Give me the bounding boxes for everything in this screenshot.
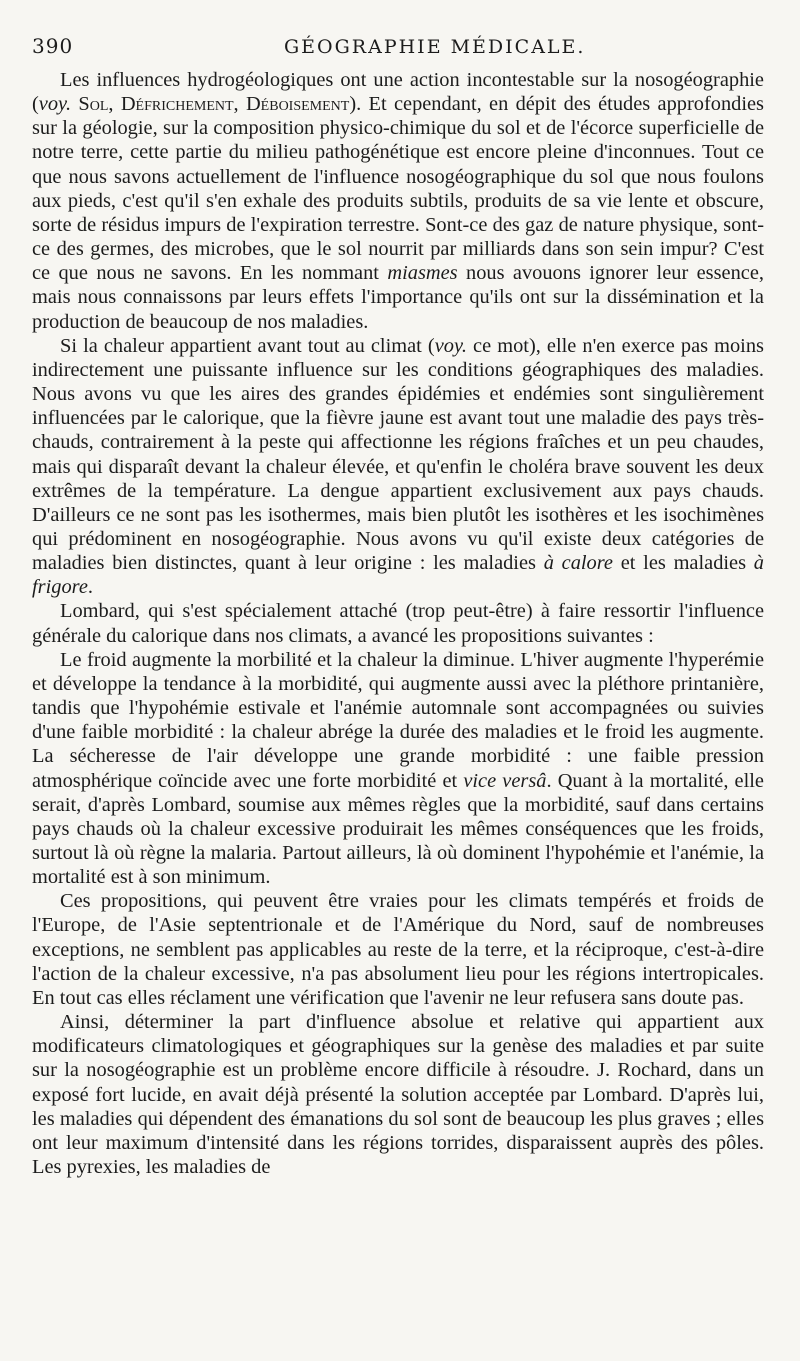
body-text	[32, 68, 764, 1179]
text-run: Lombard, qui s'est spécialement attaché (trop peut-être) à faire ressortir l'influence générale du calorique dans nos climats, a avancé les propositions suivantes :	[32, 600, 764, 647]
cross-reference: Défrichement	[120, 93, 234, 116]
paragraph	[32, 599, 764, 647]
text-run: Le froid augmente la morbilité et la chaleur la diminue. L'hiver augmente l'hyperémie et développe la tendance à la morbidité, qui augmente aussi avec la pléthore printanière, tandis que l'hypohémie estivale et l'anémie automnale sont accompagnées ou suivies d'une faible morbidité : la chaleur abrége la durée des maladies et le froid les augmente. La sécheresse de l'air développe une grande morbidité : une faible pression atmosphérique coïncide avec une forte morbidité et	[32, 648, 764, 792]
text-run: et les maladies	[612, 552, 754, 575]
text-run: ,	[108, 93, 121, 116]
italic-term: miasmes	[387, 262, 458, 285]
paragraph	[32, 1010, 764, 1179]
paragraph	[32, 889, 764, 1010]
text-run: .	[87, 576, 93, 599]
text-run: Si la chaleur appartient avant tout au climat (	[60, 334, 435, 357]
paragraph	[32, 68, 764, 334]
running-title: GÉOGRAPHIE MÉDICALE.	[284, 36, 586, 58]
text-run: ). Et cependant, en dépit des études approfondies sur la géologie, sur la composition physico-chimique du sol et de l'écorce superficielle de notre terre, cette partie du milieu pathogénétique est encore pleine d'inconnues. Tout ce que nous savons actuellement de l'influence nosogéographique du sol que nous foulons aux pieds, c'est qu'il s'en exhale des produits subtils, produits de sa vie lente et obscure, sorte de résidus impurs de l'expiration terrestre. Sont-ce des gaz de nature physique, sont-ce des germes, des microbes, que le sol nourrit par milliards dans son sein impur? C'est ce que nous ne savons. En les nommant	[32, 93, 764, 285]
cross-reference: Sol	[78, 93, 109, 116]
italic-term: voy.	[434, 334, 467, 357]
text-run: ce mot), elle n'en exerce pas moins indirectement une puissante influence sur les conditions géographiques des maladies. Nous avons vu que les aires des grandes épidémies et endémies sont singulièrement influencées par le calorique, que la fièvre jaune est avant tout une maladie des pays très-chauds, contrairement à la peste qui affectionne les régions fraîches et un peu chaudes, mais qui disparaît devant la chaleur élevée, et qu'enfin le choléra brave souvent les deux extrêmes de la température. La dengue appartient exclusivement aux pays chauds. D'ailleurs ce ne sont pas les isothermes, mais bien plutôt les isothères et les isochimènes qui prédominent en nosogéographie. Nous avons vu qu'il existe deux catégories de maladies bien distinctes, quant à leur origine : les maladies	[32, 334, 764, 575]
italic-term: à calore	[543, 552, 613, 575]
text-run: . Quant à la mortalité, elle serait, d'après Lombard, soumise aux mêmes règles que la morbidité, sauf dans certains pays chauds où la chaleur excessive produirait les mêmes conséquences que les froids, surtout là où règne la malaria. Partout ailleurs, là où dominent l'hypohémie et l'anémie, la mortalité est à son minimum.	[32, 769, 764, 889]
paragraph	[32, 648, 764, 890]
text-run: ,	[233, 93, 246, 116]
italic-term: vice versâ	[463, 769, 547, 792]
paragraph	[32, 334, 764, 600]
italic-term: à frigore	[32, 552, 764, 599]
text-run: Ainsi, déterminer la part d'influence absolue et relative qui appartient aux modificateurs climatologiques et géographiques sur la genèse des maladies et par suite sur la nosogéographie est un problème encore difficile à résoudre. J. Rochard, dans un exposé fort lucide, en avait déjà présenté la solution acceptée par Lombard. D'après lui, les maladies qui dépendent des émanations du sol sont de beaucoup les plus graves ; elles ont leur maximum d'intensité dans les régions torrides, disparaissent auprès des pôles. Les pyrexies, les maladies de	[32, 1011, 764, 1179]
text-run: Les influences hydrogéologiques ont une action incontestable sur la nosogéographie (	[32, 69, 764, 116]
italic-term: voy.	[38, 93, 72, 116]
text-run: Ces propositions, qui peuvent être vraies pour les climats tempérés et froids de l'Europe, de l'Asie septentrionale et de l'Amérique du Nord, sauf de nombreuses exceptions, ne semblent pas applicables au reste de la terre, et la réciproque, c'est-à-dire l'action de la chaleur excessive, n'a pas absolument lieu pour les régions intertropicales. En tout cas elles réclament une vérification que l'avenir ne leur refusera sans doute pas.	[32, 890, 764, 1009]
page-header	[32, 34, 764, 68]
cross-reference: Déboisement	[245, 93, 350, 116]
text-run: nous avouons ignorer leur essence, mais nous connaissons par leurs effets l'importance qu'ils ont sur la dissémination et la production de beaucoup de nos maladies.	[32, 262, 764, 333]
page-number: 390	[32, 34, 74, 58]
